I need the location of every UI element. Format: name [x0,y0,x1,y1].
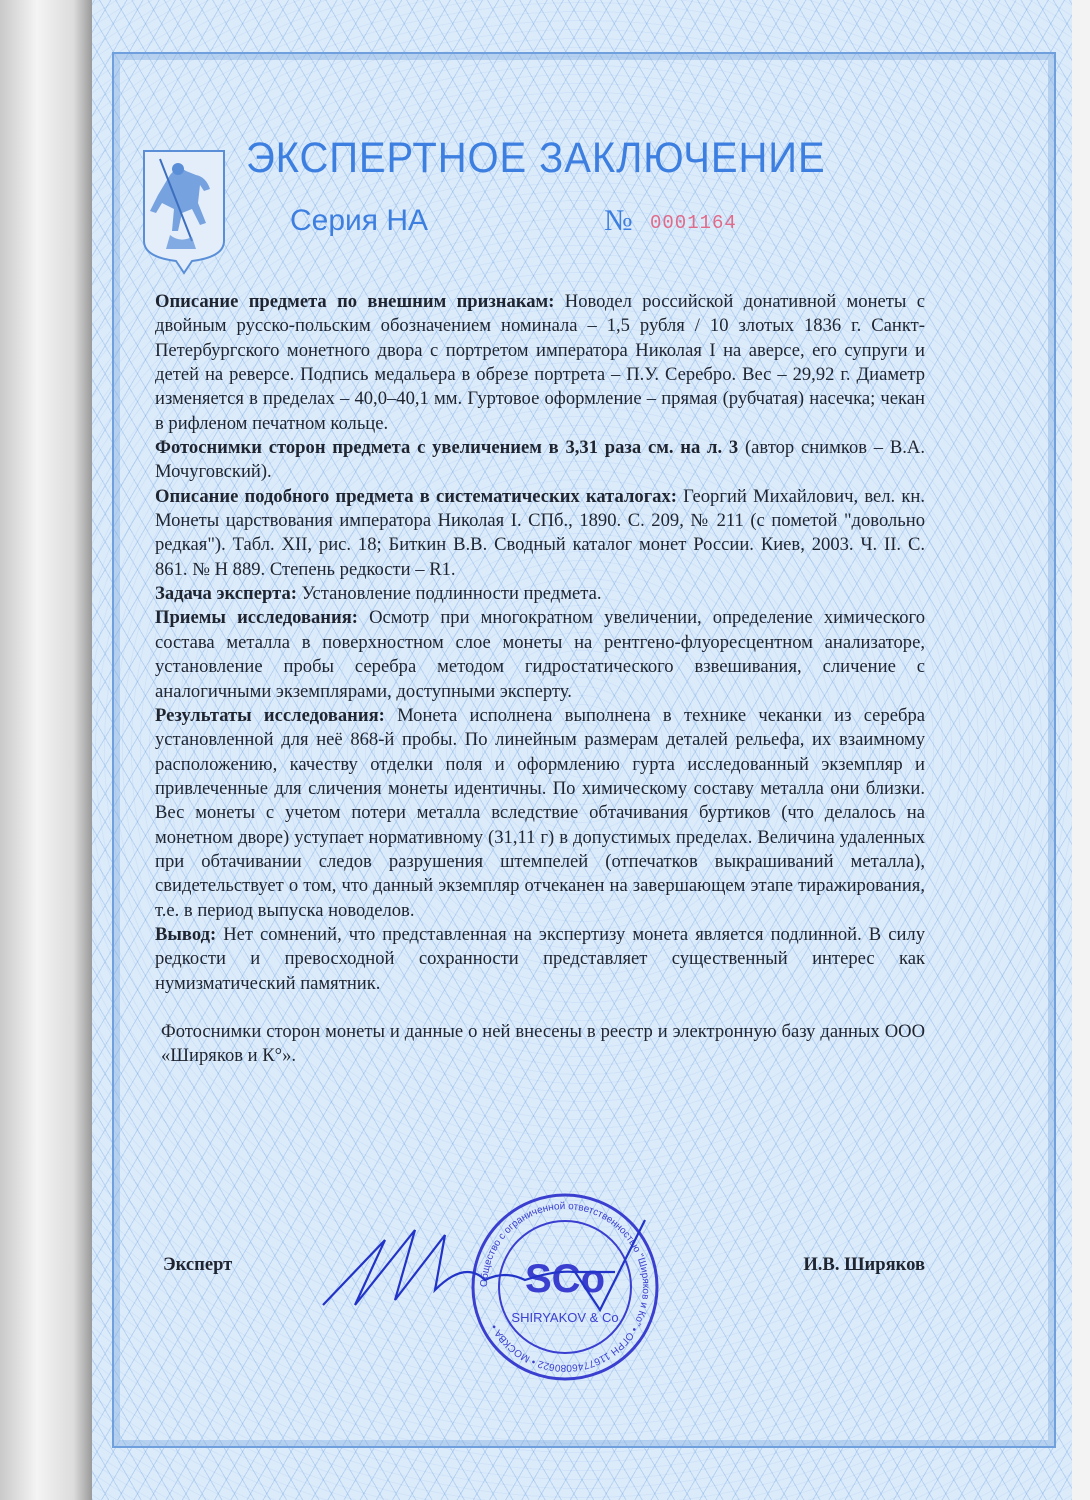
section-text: Георгий Михайлович, вел. кн. Монеты царствования императора Николая I. СПб., 1890. С. 209, № 211 (с пометой "довольно редкая"). Табл. XII, рис. 18; Биткин В.В. Сводный каталог монет России. Киев, 2003. Ч. II. С. 861. № Н 889. Степень редкости – R1. [155,485,925,580]
expert-label: Эксперт [163,1254,233,1275]
expert-name: И.В. Ширяков [803,1254,925,1275]
section-results [155,704,925,923]
section-text: Монета исполнена выполнена в технике чеканки из серебра установленной для неё 868-й пробы. По линейным размерам деталей рельефа, их взаимному расположению, качеству отделки поля и оформлению гурта исследованный экземпляр и привлеченные для сличения монеты идентичны. По химическому составу металла они близки. Вес монеты с учетом потери металла вследствие обтачивания буртиков (что делалось на монетном дворе) уступает нормативному (31,11 г) в допустимых пределах. Величина удаленных при обтачивании следов разрушения штемпелей (отпечатков выкрашиваний металла), свидетельствует о том, что данный экземпляр отчеканен на завершающем этапе тиражирования, т.е. в период выпуска новоделов. [155,704,925,921]
book-binding [0,0,92,1500]
section-text: (автор снимков – В.А. Мочуговский). [155,437,925,483]
moscow-coat-of-arms-icon [140,145,228,275]
section-conclusion [155,923,925,996]
section-text: Осмотр при многократном увеличении, определение химического состава металла в поверхностном слое монеты на рентгено-флуоресцентном анализаторе, установление пробы серебра методом гидростатического взвешивания, сличение с аналогичными экземплярами, доступными эксперту. [155,607,926,702]
certificate-number: 0001164 [650,212,737,234]
section-description [155,290,925,436]
section-task [155,582,925,606]
page-edge [1072,0,1090,1500]
section-text: Установление подлинности предмета. [296,583,602,605]
stamp-ring-text: Общество с ограниченной ответственностью "Ширяков и Ко" • ОГРН 1167746080622 • МОСКВА • [478,1200,652,1374]
section-catalogs [155,485,925,582]
stamp-center-text: SHIRYAKOV & Co [511,1310,619,1325]
section-text: Нет сомнений, что представленная на экспертизу монета является подлинной. В силу редкости и превосходной сохранности представляет существенный интерес как нумизматический памятник. [155,923,925,994]
handwritten-signature [315,1210,695,1320]
stamp-logo: SCo [525,1257,605,1301]
section-text: Новодел российской донативной монеты с двойным русско-польским обозначением номинала – 1,5 рубля / 10 злотых 1836 г. Санкт-Петербургского монетного двора с портретом императора Николая I на аверсе, его супруги и детей на реверсе. Подпись медальера в обрезе портрета – П.У. Серебро. Вес – 29,92 г. Диаметр изменяется в пределах – 40,0–40,1 мм. Гуртовое оформление – прямая (рубчатая) насечка; чекан в рифленом печатном кольце. [155,291,925,434]
section-label: Задача эксперта: [155,583,297,605]
number-sign: № [604,204,633,237]
section-label: Приемы исследования: [155,607,358,629]
registry-note: Фотоснимки сторон монеты и данные о ней внесены в реестр и электронную базу данных ООО «Ширяков и К°». [161,1020,925,1067]
series-label: Серия НА [290,204,429,237]
section-photos [155,436,925,485]
section-label: Фотоснимки сторон предмета с увеличением в 3,31 раза см. на л. 3 [155,437,739,459]
certificate-body [155,290,925,1069]
section-label: Описание подобного предмета в систематических каталогах: [155,485,677,507]
section-label: Вывод: [155,923,217,945]
section-methods [155,606,925,703]
document-title: ЭКСПЕРТНОЕ ЗАКЛЮЧЕНИЕ [246,134,826,182]
section-label: Описание предмета по внешним признакам: [155,291,555,312]
section-label: Результаты исследования: [155,704,385,726]
